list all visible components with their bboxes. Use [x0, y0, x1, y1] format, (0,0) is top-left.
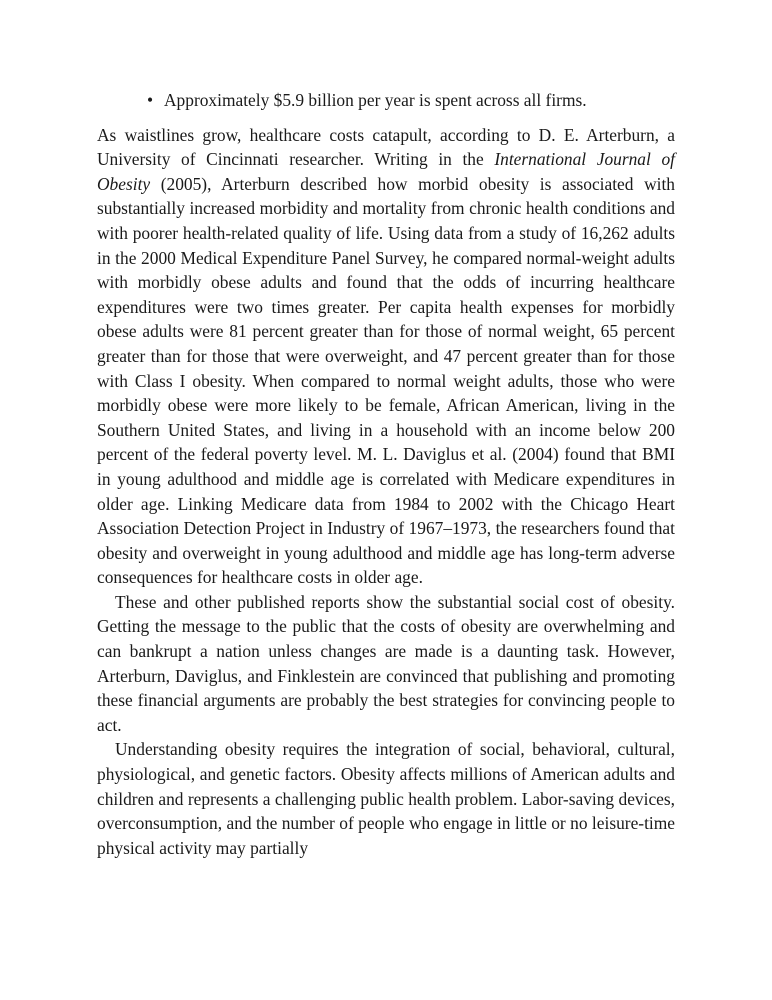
journal-title: International Journal of Obesity: [97, 149, 675, 194]
bullet-list: [97, 88, 675, 113]
bullet-item: [97, 88, 675, 113]
paragraph-1-intro: As waistlines grow, healthcare costs catapult, according to D. E. Arterburn, a University of Cincinnati researcher. Writing in the: [97, 124, 675, 170]
paragraph-social-cost: These and other published reports show the substantial social cost of obesity. Getting the message to the public that the costs of obesity are overwhelming and can bankrupt a nation unless changes are made is a daunting task. However, Arterburn, Daviglus, and Finklestein are convinced that publishing and promoting these financial arguments are probably the best strategies for convincing people to act.: [97, 591, 675, 735]
paragraph-arterburn: [97, 123, 675, 590]
paragraph-understanding-obesity: Understanding obesity requires the integration of social, behavioral, cultural, physiological, and genetic factors. Obesity affects millions of American adults and children and represents a challenging public health problem. Labor-saving devices, overconsumption, and the number of people who engage in little or no leisure-time physical activity may partially: [97, 739, 675, 858]
bullet-text: Approximately $5.9 billion per year is spent across all firms.: [164, 90, 587, 110]
bullet-dot: •: [147, 90, 154, 110]
paragraph-1-body: (2005), Arterburn described how morbid obesity is associated with substantially increased morbidity and mortality from chronic health conditions and with poorer health-related quality of life. Using data from a study of 16,262 adults in the 2000 Medical Expenditure Panel Survey, he compared normal-weight adults with morbidly obese adults and found that the odds of incurring healthcare expenditures were two times greater. Per capita health expenses for morbidly obese adults were 81 percent greater than for those of normal weight, 65 percent greater than for those that were overweight, and 47 percent greater than for those with Class I obesity. When compared to normal weight adults, those who were morbidly obese were more likely to be female, African American, living in the Southern United States, and living in a household with an income below 200 percent of the federal poverty level. M. L. Daviglus et al. (2004) found that BMI in young adulthood and middle age is correlated with Medicare expenditures in older age. Linking Medicare data from 1984 to 2002 with the Chicago Heart Association Detection Project in Industry of 1967–1973, the researchers found that obesity and overweight in young adulthood and middle age has long-term adverse consequences for healthcare costs in older age.: [97, 173, 675, 588]
document-page: [97, 88, 675, 860]
